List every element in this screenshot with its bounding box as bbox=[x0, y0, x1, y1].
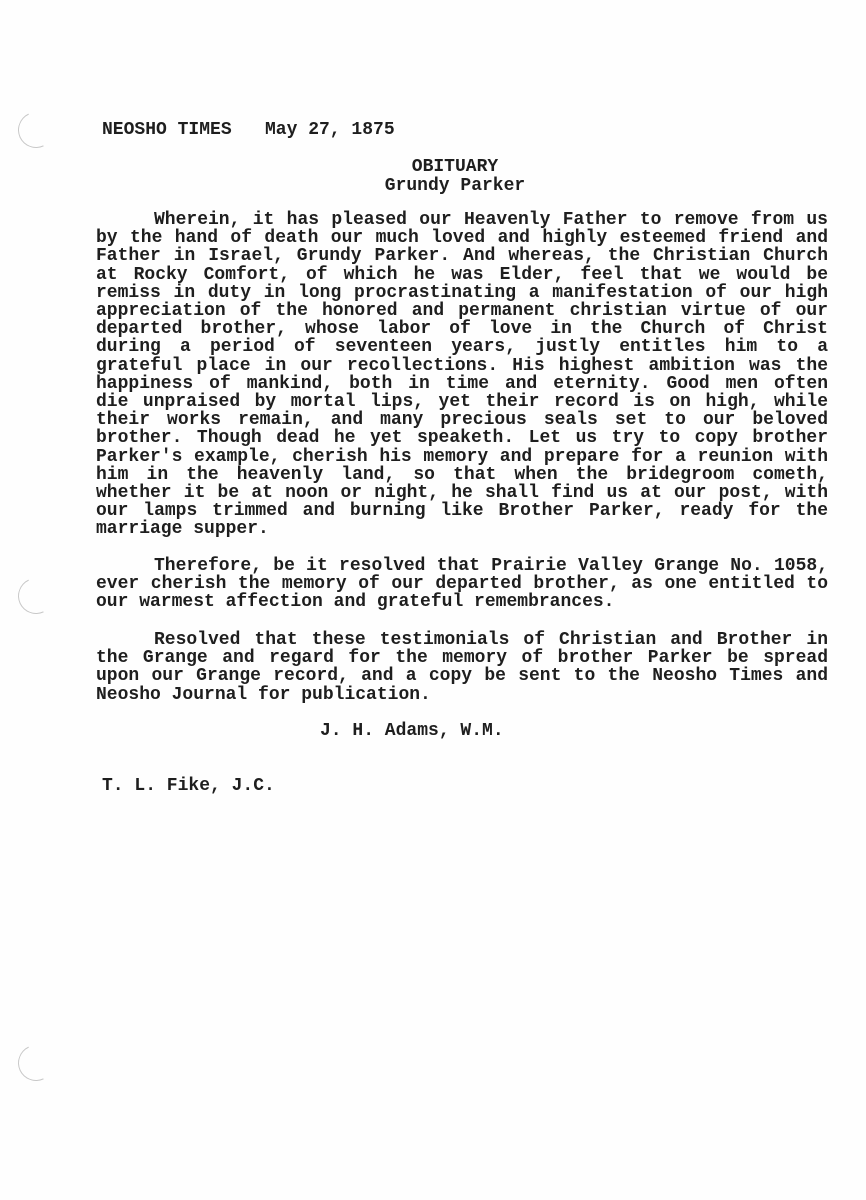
text-line: whether it be at noon or night, he shall find us at our post, with bbox=[96, 483, 828, 504]
text-line: the Grange and regard for the memory of brother Parker be spread bbox=[96, 648, 828, 669]
text-line: Parker's example, cherish his memory and prepare for a reunion with bbox=[96, 446, 828, 467]
secondary-signature: T. L. Fike, J.C. bbox=[102, 776, 275, 796]
paragraph-3 bbox=[96, 631, 828, 704]
text-line: marriage supper. bbox=[96, 519, 269, 540]
text-line: at Rocky Comfort, of which he was Elder, feel that we would be bbox=[96, 264, 828, 285]
text-line: appreciation of the honored and permanent christian virtue of our bbox=[96, 301, 828, 322]
text-line: happiness of mankind, both in time and eternity. Good men often bbox=[96, 373, 828, 394]
text-line: during a period of seventeen years, justly entitles him to a bbox=[96, 337, 828, 358]
text-line: him in the heavenly land, so that when the bridegroom cometh, bbox=[96, 464, 828, 485]
text-line: upon our Grange record, and a copy be sent to the Neosho Times and bbox=[96, 666, 828, 687]
punch-hole-mark bbox=[13, 573, 59, 619]
text-line: grateful place in our recollections. His highest ambition was the bbox=[96, 355, 828, 376]
text-line: Father in Israel, Grundy Parker. And whereas, the Christian Church bbox=[96, 246, 828, 267]
paragraph-2 bbox=[96, 557, 828, 612]
punch-hole-mark bbox=[13, 1040, 59, 1086]
obituary-subject: Grundy Parker bbox=[384, 176, 526, 196]
text-line: brother. Though dead he yet speaketh. Let us try to copy brother bbox=[96, 428, 828, 449]
text-line: departed brother, whose labor of love in the Church of Christ bbox=[96, 319, 828, 340]
text-line: Therefore, be it resolved that Prairie Valley Grange No. 1058, bbox=[154, 556, 828, 576]
text-line: our warmest affection and grateful remembrances. bbox=[96, 592, 615, 613]
paragraph-1 bbox=[96, 211, 828, 539]
text-line: their works remain, and many precious seals set to our beloved bbox=[96, 410, 828, 431]
text-line: Resolved that these testimonials of Christian and Brother in bbox=[154, 630, 828, 650]
text-line: Neosho Journal for publication. bbox=[96, 684, 431, 705]
text-line: our lamps trimmed and burning like Brother Parker, ready for the bbox=[96, 501, 828, 522]
text-line: ever cherish the memory of our departed brother, as one entitled to bbox=[96, 574, 828, 595]
punch-hole-mark bbox=[13, 107, 59, 153]
text-line: remiss in duty in long procrastinating a manifestation of our high bbox=[96, 282, 828, 303]
publication-date: May 27, 1875 bbox=[265, 120, 395, 140]
document-title: OBITUARY bbox=[411, 157, 499, 177]
text-line: Wherein, it has pleased our Heavenly Father to remove from us bbox=[154, 210, 828, 230]
text-line: by the hand of death our much loved and highly esteemed friend and bbox=[96, 228, 828, 249]
text-line: die unpraised by mortal lips, yet their record is on high, while bbox=[96, 392, 828, 413]
signature: J. H. Adams, W.M. bbox=[320, 721, 504, 741]
newspaper-name: NEOSHO TIMES bbox=[102, 120, 232, 140]
